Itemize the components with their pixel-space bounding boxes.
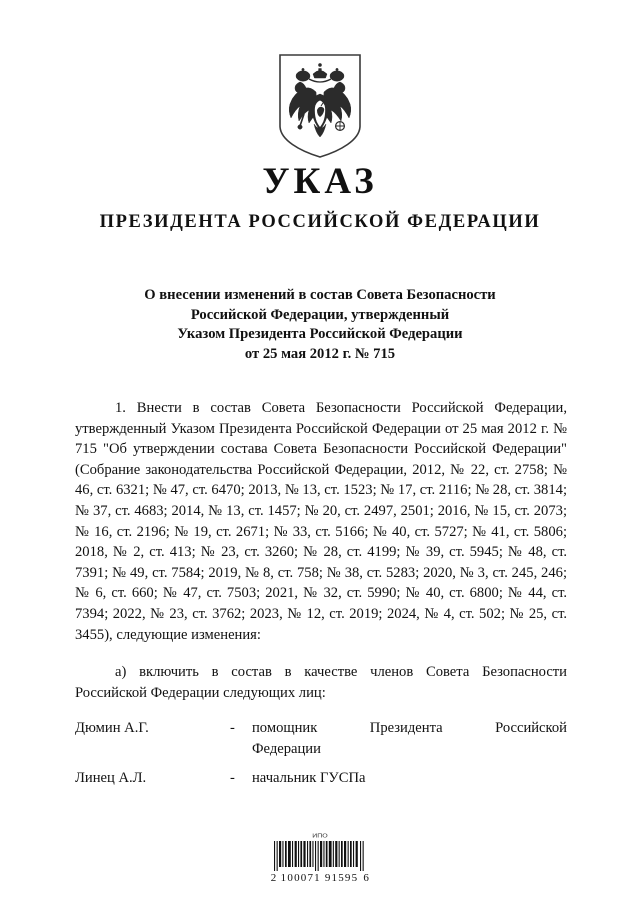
barcode-digits xyxy=(271,872,369,884)
heading-line-4: от 25 мая 2012 г. № 715 xyxy=(244,345,396,362)
appointee-name: Дюмин А.Г. xyxy=(75,720,149,736)
barcode-digit-right: 6 xyxy=(363,872,370,884)
appointee-position-line-1: помощник Президента Российской xyxy=(252,720,567,736)
appointee-position: начальник ГУСПа xyxy=(252,770,366,787)
barcode-mark-label: ИПО xyxy=(312,833,328,840)
page-subtitle: ПРЕЗИДЕНТА РОССИЙСКОЙ ФЕДЕРАЦИИ xyxy=(99,212,541,232)
list-item xyxy=(75,718,567,759)
document-body xyxy=(75,398,567,703)
heading-line-3: Указом Президента Российской Федерации xyxy=(177,326,463,343)
appointee-name: Линец А.Л. xyxy=(75,770,147,787)
barcode-image xyxy=(272,841,368,871)
appointee-dash: - xyxy=(230,720,235,736)
barcode-digit-left: 2 xyxy=(270,872,277,884)
list-item xyxy=(75,768,567,789)
emblem-container xyxy=(0,52,640,160)
barcode-container xyxy=(0,833,640,884)
heading-line-1: О внесении изменений в состав Совета Безопасности xyxy=(144,287,496,303)
document-heading xyxy=(70,286,570,364)
appointee-list xyxy=(75,718,567,798)
barcode-digit-group: 100071 91595 xyxy=(280,872,359,884)
paragraph-clause-a: а) включить в состав в качестве членов Совета Безопасности Российской Федерации следующих лиц: xyxy=(75,664,567,701)
appointee-position xyxy=(252,718,567,759)
appointee-position-line-2: Федерации xyxy=(252,740,321,757)
paragraph-clause-1: 1. Внести в состав Совета Безопасности Российской Федерации, утвержденный Указом Президента Российской Федерации от 25 мая 2012 г. № 715 "Об утверждении состава Совета Безопасности Российской Федерации" (Собрание законодательства Российской Федерации, 2012, № 22, ст. 2758; № 46, ст. 6321; № 47, ст. 6470; 2013, № 13, ст. 1523; № 17, ст. 2116; № 28, ст. 3814; № 37, ст. 4683; 2014, № 13, ст. 1457; № 20, ст. 2497, 2501; 2016, № 15, ст. 2073; № 16, ст. 2196; № 19, ст. 2671; № 33, ст. 5166; № 40, ст. 5727; № 41, ст. 5806; 2018, № 2, ст. 413; № 23, ст. 3260; № 28, ст. 4199; № 39, ст. 5945; № 48, ст. 7391; № 49, ст. 7584; 2019, № 8, ст. 758; № 38, ст. 5283; 2020, № 3, ст. 245, 246; № 6, ст. 660; № 47, ст. 7503; 2021, № 32, ст. 5990; № 40, ст. 6800; № 44, ст. 7394; 2022, № 23, ст. 3762; 2023, № 12, ст. 2019; 2024, № 4, ст. 502; № 25, ст. 3455), следующие изменения: xyxy=(75,400,567,643)
heading-line-2: Российской Федерации, утвержденный xyxy=(190,306,450,323)
russian-coat-of-arms-icon xyxy=(276,52,364,160)
appointee-dash: - xyxy=(230,770,235,787)
page-title: УКАЗ xyxy=(262,161,378,202)
